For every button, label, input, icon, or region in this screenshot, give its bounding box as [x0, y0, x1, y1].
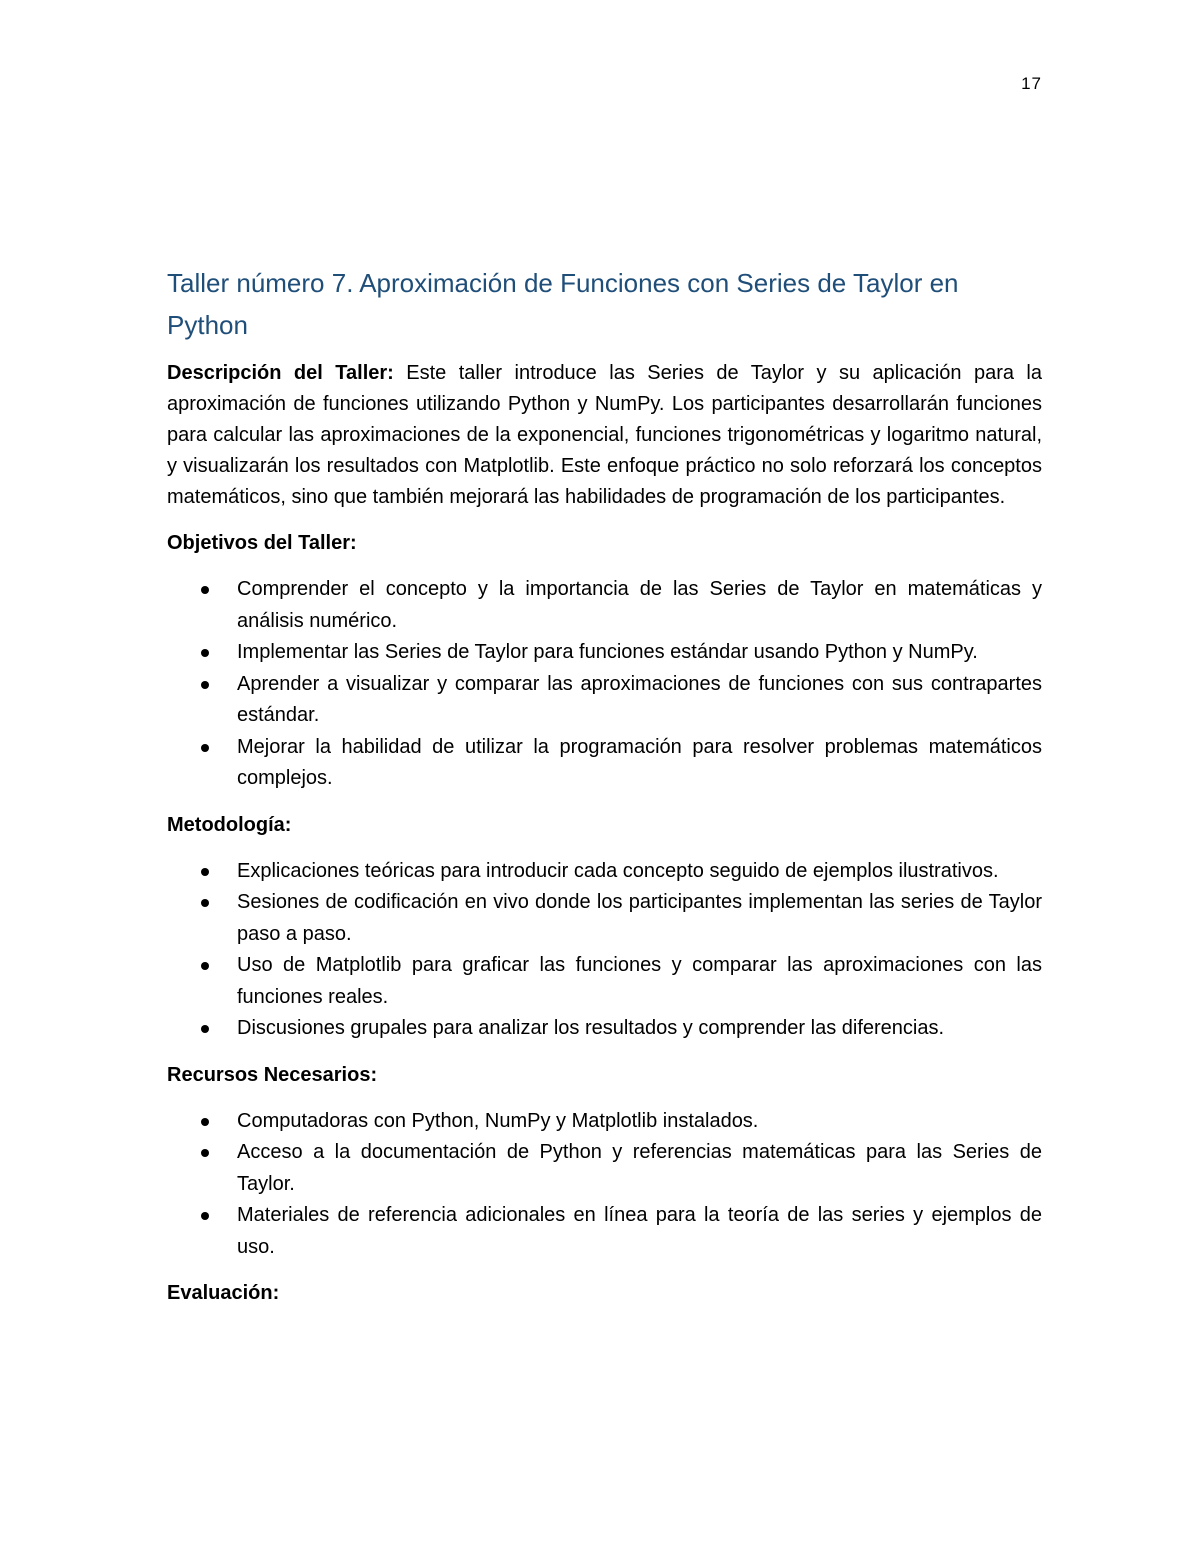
- evaluation-heading: Evaluación:: [167, 1282, 280, 1304]
- workshop-title: Taller número 7. Aproximación de Funciones con Series de Taylor en Python: [167, 268, 959, 340]
- list-item: Sesiones de codificación en vivo donde los participantes implementan las series de Taylor paso a paso.: [237, 887, 1042, 950]
- resources-list: [167, 1106, 1042, 1264]
- list-item: Implementar las Series de Taylor para funciones estándar usando Python y NumPy.: [237, 637, 1042, 669]
- bullet-icon: [201, 744, 209, 752]
- list-item: Acceso a la documentación de Python y referencias matemáticas para las Series de Taylor.: [237, 1137, 1042, 1200]
- list-item: Explicaciones teóricas para introducir cada concepto seguido de ejemplos ilustrativos.: [237, 856, 1042, 888]
- bullet-icon: [201, 681, 209, 689]
- page-number: 17: [1021, 74, 1042, 93]
- bullet-icon: [201, 962, 209, 970]
- bullet-icon: [201, 1149, 209, 1157]
- bullet-icon: [201, 586, 209, 594]
- objectives-heading: Objetivos del Taller:: [167, 532, 357, 554]
- resources-heading: Recursos Necesarios:: [167, 1063, 378, 1086]
- list-item: Comprender el concepto y la importancia de las Series de Taylor en matemáticas y análisis numérico.: [237, 574, 1042, 637]
- list-item: Discusiones grupales para analizar los resultados y comprender las diferencias.: [237, 1013, 1042, 1045]
- methodology-list: [167, 856, 1042, 1045]
- list-item: Materiales de referencia adicionales en línea para la teoría de las series y ejemplos de uso.: [237, 1200, 1042, 1263]
- bullet-icon: [201, 868, 209, 876]
- list-item: Computadoras con Python, NumPy y Matplotlib instalados.: [237, 1106, 1042, 1138]
- methodology-heading: Metodología:: [167, 813, 292, 836]
- objectives-list: [167, 574, 1042, 795]
- bullet-icon: [201, 649, 209, 657]
- bullet-icon: [201, 1212, 209, 1220]
- list-item: Mejorar la habilidad de utilizar la programación para resolver problemas matemáticos complejos.: [237, 732, 1042, 795]
- description-label: Descripción del Taller:: [167, 362, 394, 384]
- bullet-icon: [201, 1025, 209, 1033]
- list-item: Aprender a visualizar y comparar las aproximaciones de funciones con sus contrapartes estándar.: [237, 669, 1042, 732]
- bullet-icon: [201, 899, 209, 907]
- bullet-icon: [201, 1118, 209, 1126]
- description-paragraph: [167, 358, 1042, 513]
- list-item: Uso de Matplotlib para graficar las funciones y comparar las aproximaciones con las funciones reales.: [237, 950, 1042, 1013]
- description-text: Este taller introduce las Series de Taylor y su aplicación para la aproximación de funciones utilizando Python y NumPy. Los participantes desarrollarán funciones para calcular las aproximaciones de la exponencial, funciones trigonométricas y logaritmo natural, y visualizarán los resultados con Matplotlib. Este enfoque práctico no solo reforzará los conceptos matemáticos, sino que también mejorará las habilidades de programación de los participantes.: [167, 362, 1042, 508]
- document-body: [167, 262, 1042, 1324]
